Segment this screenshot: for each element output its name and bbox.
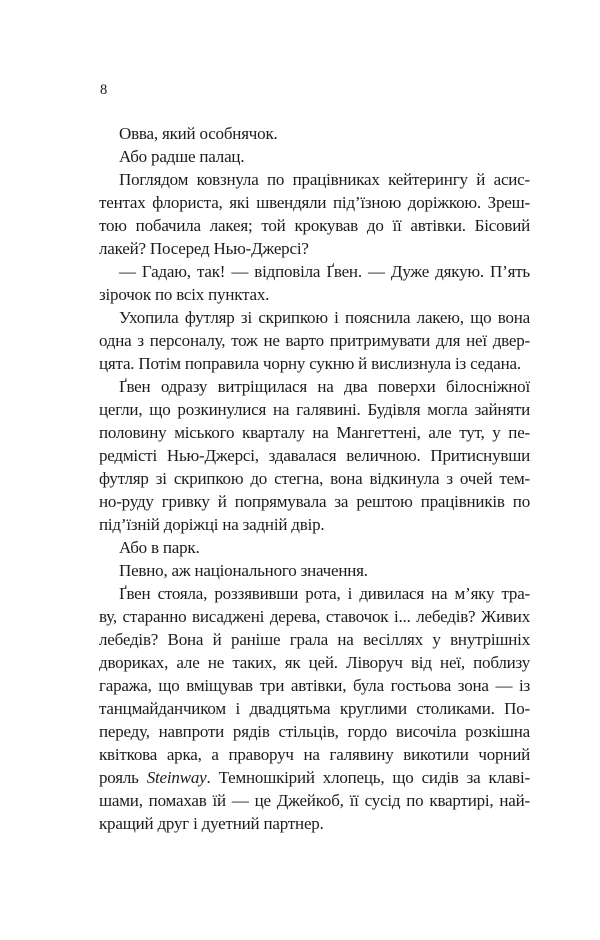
text-line bbox=[99, 467, 530, 490]
text-segment: ву, старанно висаджені дерева, ставочок і... лебедів? Живих bbox=[99, 607, 530, 626]
text-line bbox=[99, 559, 530, 582]
text-segment: шами, помахав їй — це Джейкоб, її сусід по квартирі, най- bbox=[99, 791, 530, 810]
paragraph bbox=[99, 559, 530, 582]
text-line bbox=[99, 536, 530, 559]
text-segment: цегли, що розкинулися на галявині. Будівля могла зайняти bbox=[99, 400, 530, 419]
text-line bbox=[99, 789, 530, 812]
paragraph bbox=[99, 582, 530, 835]
text-segment: тою побачила лакея; той крокував до її автівки. Бісовий bbox=[99, 216, 530, 235]
text-segment: одна з персоналу, тож не варто притримувати для неї двер- bbox=[99, 331, 530, 350]
text-segment: Або радше палац. bbox=[119, 147, 245, 166]
text-segment: — Гадаю, так! — відповіла Ґвен. — Дуже дякую. П’ять bbox=[119, 262, 530, 281]
text-line bbox=[99, 260, 530, 283]
text-segment: редмісті Нью-Джерсі, здавалася величною. Притиснувши bbox=[99, 446, 530, 465]
text-segment: лакей? Посеред Нью-Джерсі? bbox=[99, 239, 309, 258]
text-segment: тентах флориста, які швендяли під’їзною доріжкою. Зреш- bbox=[99, 193, 530, 212]
text-line bbox=[99, 306, 530, 329]
text-segment: кращий друг і дуетний партнер. bbox=[99, 814, 324, 833]
text-line bbox=[99, 582, 530, 605]
text-segment: футляр зі скрипкою до стегна, вона відкинула з очей тем- bbox=[99, 469, 530, 488]
text-line bbox=[99, 651, 530, 674]
text-line bbox=[99, 513, 530, 536]
text-line bbox=[99, 628, 530, 651]
text-line bbox=[99, 490, 530, 513]
text-line bbox=[99, 145, 530, 168]
text-line bbox=[99, 237, 530, 260]
text-segment: Ухопила футляр зі скрипкою і пояснила лакею, що вона bbox=[119, 308, 530, 327]
text-line bbox=[99, 766, 530, 789]
paragraph bbox=[99, 122, 530, 145]
paragraph bbox=[99, 260, 530, 306]
paragraph bbox=[99, 375, 530, 536]
text-line bbox=[99, 697, 530, 720]
text-segment: рояль bbox=[99, 768, 147, 787]
text-segment: квіткова арка, а праворуч на галявину викотили чорний bbox=[99, 745, 530, 764]
text-line bbox=[99, 214, 530, 237]
text-segment: цята. Потім поправила чорну сукню й вислизнула із седана. bbox=[99, 354, 521, 373]
text-segment: Овва, який особнячок. bbox=[119, 124, 278, 143]
page-number: 8 bbox=[100, 82, 108, 98]
text-segment: зірочок по всіх пунктах. bbox=[99, 285, 270, 304]
text-line bbox=[99, 168, 530, 191]
paragraph bbox=[99, 306, 530, 375]
text-line bbox=[99, 122, 530, 145]
text-segment: танцмайданчиком і двадцятьма круглими столиками. По- bbox=[99, 699, 530, 718]
text-line bbox=[99, 674, 530, 697]
text-segment: переду, навпроти рядів стільців, гордо височіла розкішна bbox=[99, 722, 530, 741]
text-line bbox=[99, 444, 530, 467]
text-segment: но-руду гривку й попрямувала за рештою працівників по bbox=[99, 492, 530, 511]
text-line bbox=[99, 743, 530, 766]
text-segment: . Темношкірий хлопець, що сидів за клаві- bbox=[206, 768, 530, 787]
paragraph bbox=[99, 145, 530, 168]
text-line bbox=[99, 398, 530, 421]
text-line bbox=[99, 329, 530, 352]
paragraph bbox=[99, 536, 530, 559]
text-segment: гаража, що вміщував три автівки, була гостьова зона — із bbox=[99, 676, 530, 695]
text-segment: Поглядом ковзнула по працівниках кейтерингу й асис- bbox=[119, 170, 530, 189]
text-block bbox=[99, 122, 530, 835]
italic-text: Steinway bbox=[146, 768, 207, 787]
text-segment: Або в парк. bbox=[119, 538, 200, 557]
text-segment: під’їзній доріжці на задній двір. bbox=[99, 515, 325, 534]
text-segment: двориках, але не таких, як цей. Ліворуч від неї, поблизу bbox=[99, 653, 530, 672]
text-line bbox=[99, 720, 530, 743]
text-segment: Певно, аж національного значення. bbox=[119, 561, 368, 580]
text-segment: Ґвен стояла, роззявивши рота, і дивилася на м’яку тра- bbox=[119, 584, 530, 603]
text-segment: половину міського кварталу на Мангеттені, але тут, у пе- bbox=[99, 423, 530, 442]
text-line bbox=[99, 191, 530, 214]
text-line bbox=[99, 283, 530, 306]
text-segment: Ґвен одразу витріщилася на два поверхи білосніжної bbox=[119, 377, 530, 396]
text-line bbox=[99, 605, 530, 628]
text-segment: лебедів? Вона й раніше грала на весіллях у внутрішніх bbox=[99, 630, 530, 649]
text-line bbox=[99, 375, 530, 398]
text-line bbox=[99, 812, 530, 835]
text-line bbox=[99, 352, 530, 375]
text-line bbox=[99, 421, 530, 444]
paragraph bbox=[99, 168, 530, 260]
